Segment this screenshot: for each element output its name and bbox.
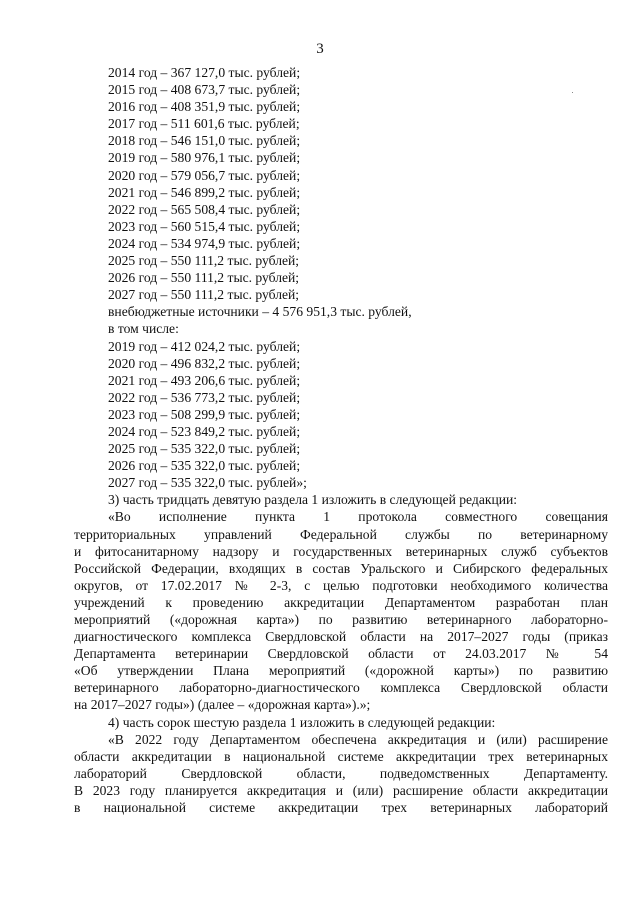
text-line: В 2023 году планируется аккредитация и (или) расширение области аккредитации [74,782,608,798]
text-line: Департамента ветеринарии Свердловской области от 24.03.2017 № 54 [74,646,608,662]
text-line: 2022 год – 565 508,4 тыс. рублей; [108,201,301,217]
text-line: лабораторий Свердловской области, подведомственных Департаменту. [74,765,608,781]
text-line: 2018 год – 546 151,0 тыс. рублей; [108,133,301,149]
text-line: 2026 год – 535 322,0 тыс. рублей; [108,458,301,474]
text-line: 2025 год – 550 111,2 тыс. рублей; [108,253,300,269]
text-line: 2023 год – 508 299,9 тыс. рублей; [108,406,301,422]
text-line: «В 2022 году Департаментом обеспечена аккредитация и (или) расширение [108,731,608,747]
text-line: Российской Федерации, входящих в состав Уральского и Сибирского федеральных [74,560,608,576]
text-line: и фитосанитарному надзору и государственных ветеринарных служб субъектов [74,543,608,559]
text-line: учреждений к проведению аккредитации Департаментом разработан план [74,594,608,610]
text-line: мероприятий («дорожная карта») по развитию ветеринарного лабораторно- [74,612,608,627]
text-line: 2015 год – 408 673,7 тыс. рублей; [108,82,301,98]
text-line: 2017 год – 511 601,6 тыс. рублей; [108,116,300,132]
text-line: 4) часть сорок шестую раздела 1 изложить в следующей редакции: [108,714,496,730]
text-line: в национальной системе аккредитации трех ветеринарных лабораторий [74,800,608,816]
text-line: ветеринарного лабораторно-диагностического комплекса Свердловской области [74,680,608,696]
text-line: 2027 год – 535 322,0 тыс. рублей»; [108,475,307,491]
text-line: области аккредитации в национальной системе аккредитации трех ветеринарных [74,748,608,764]
text-line: территориальных управлений Федеральной службы по ветеринарному [74,526,608,542]
scan-speck [572,92,573,93]
text-line: 2026 год – 550 111,2 тыс. рублей; [108,270,300,286]
text-line: на 2017–2027 годы») (далее – «дорожная карта»).»; [74,697,371,713]
text-line: 2020 год – 579 056,7 тыс. рублей; [108,167,301,183]
text-line: 2025 год – 535 322,0 тыс. рублей; [108,441,301,457]
text-line: 2019 год – 412 024,2 тыс. рублей; [108,338,301,354]
text-line: 2024 год – 523 849,2 тыс. рублей; [108,423,301,439]
page-number: 3 [316,41,324,57]
text-line: 2014 год – 367 127,0 тыс. рублей; [108,65,301,80]
text-line: 2021 год – 546 899,2 тыс. рублей; [108,184,301,200]
text-line: 2019 год – 580 976,1 тыс. рублей; [108,150,301,166]
text-line: «Во исполнение пункта 1 протокола совместного совещания [108,509,608,525]
text-line: 2016 год – 408 351,9 тыс. рублей; [108,99,301,115]
text-line: 2021 год – 493 206,6 тыс. рублей; [108,372,301,388]
text-line: 2020 год – 496 832,2 тыс. рублей; [108,355,301,371]
document-body [74,64,608,816]
text-line: 2023 год – 560 515,4 тыс. рублей; [108,218,301,234]
text-line: 2027 год – 550 111,2 тыс. рублей; [108,287,300,303]
text-line: округов, от 17.02.2017 № 2-3, с целью подготовки необходимого количества [74,577,608,593]
text-line: диагностического комплекса Свердловской области на 2017–2027 годы (приказ [74,629,608,645]
text-line: 3) часть тридцать девятую раздела 1 изложить в следующей редакции: [108,492,518,508]
text-line: в том числе: [108,321,179,337]
text-line: 2022 год – 536 773,2 тыс. рублей; [108,389,301,405]
text-line: «Об утверждении Плана мероприятий («дорожной карты») по развитию [74,663,608,679]
text-line: 2024 год – 534 974,9 тыс. рублей; [108,235,301,251]
text-line: внебюджетные источники – 4 576 951,3 тыс. рублей, [108,304,412,320]
